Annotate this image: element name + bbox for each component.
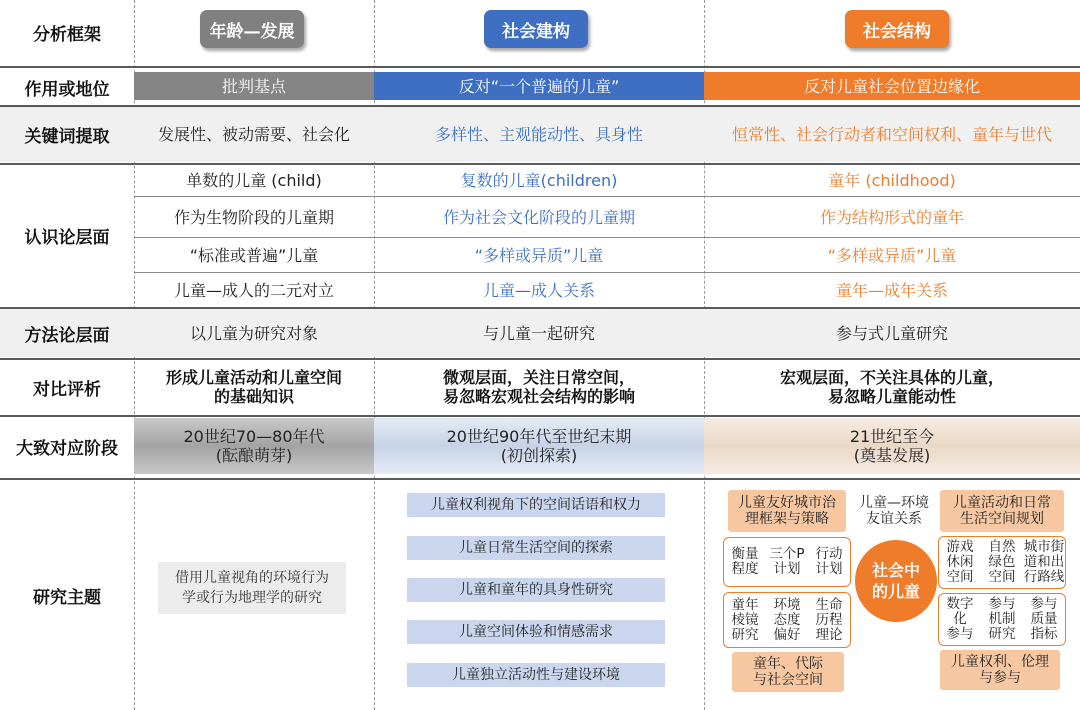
period-line: 21世纪至今 [849,427,935,446]
keywords-c3: 恒常性、社会行动者和空间权利、童年与世代 [731,125,1052,144]
topic-c3-top-right [940,490,1064,532]
topic-line: 儿童友好城市治 [738,495,836,511]
topic-cell: 衡量 程度 [731,546,759,577]
period-c3 [704,418,1080,474]
row-label: 认识论层面 [24,227,110,248]
header-row [0,0,1080,64]
topic-cell: 童年 棱镜 研究 [731,596,759,643]
role-c2: 反对“一个普遍的儿童” [374,72,704,100]
eval-c1 [134,360,374,414]
row-label: 大致对应阶段 [16,438,118,459]
topic-line: 学或行为地理学的研究 [182,590,322,606]
topic-line: 的儿童 [871,582,920,601]
topic-line: 生活空间规划 [960,511,1044,527]
epistemology-line [0,274,1080,306]
row-label: 研究主题 [33,587,101,608]
topic-c3-mid-right-1 [938,536,1066,589]
epi-c3: 童年 (childhood) [828,170,956,190]
topic-cell: 环境 态度 偏好 [773,596,801,643]
topic-line: 童年、代际 [753,656,823,672]
topic-c1-box [158,562,346,614]
period-c1 [134,418,374,474]
topic-line: 社会中 [871,561,920,580]
eval-c3 [704,360,1080,414]
role-c1: 批判基点 [134,72,374,100]
period-line: 20世纪90年代至世纪末期 [446,427,632,446]
period-line: 20世纪70—80年代 [183,427,325,446]
topic-cell: 城市街 道和出 行路线 [1023,539,1065,585]
epistemology-line [0,239,1080,271]
topic-c2-item: 儿童空间体验和情感需求 [407,620,665,644]
row-keywords [0,107,1080,162]
row-label: 方法论层面 [24,325,110,346]
topic-cell: 行动 计划 [815,546,843,577]
epi-c2: 作为社会文化阶段的儿童期 [442,207,635,227]
eval-line: 微观层面，关注日常空间， [442,368,635,387]
eval-line: 易忽略宏观社会结构的影响 [442,387,635,406]
topic-c3-mid-left-1 [723,537,851,587]
epistemology-line [0,165,1080,195]
row-label: 关键词提取 [24,127,110,147]
topic-c3-top-mid [852,492,936,530]
period-c2 [374,418,704,474]
topic-c2-item: 儿童独立活动性与建设环境 [407,663,665,687]
period-line: (初创探索) [500,446,578,465]
eval-line: 宏观层面，不关注具体的儿童， [779,368,1004,387]
topic-c2-item: 儿童权利视角下的空间话语和权力 [407,493,665,517]
eval-c2 [374,360,704,414]
row-evaluation [0,360,1080,414]
epi-c3: 作为结构形式的童年 [819,207,964,227]
topic-cell: 数字 化 参与 [946,596,974,642]
topic-cell: 游戏 休闲 空间 [946,539,974,585]
topic-line: 理框架与策略 [745,511,829,527]
role-c3: 反对儿童社会位置边缘化 [704,72,1080,100]
epistemology-line [0,198,1080,236]
topic-cell: 参与 质量 指标 [1030,596,1058,642]
epi-c1: 单数的儿童 (child) [186,170,322,190]
row-period [0,418,1080,474]
topic-line: 儿童权利、伦理 [951,654,1049,670]
method-c2: 与儿童一起研究 [482,323,595,343]
epi-c3: 童年—成年关系 [835,280,948,300]
row-role [0,70,1080,104]
header-social-structure: 社会结构 [845,10,949,48]
topic-line: 儿童—环境 [859,495,929,511]
row-label: 作用或地位 [24,79,110,100]
topic-c2-item: 儿童日常生活空间的探索 [407,536,665,560]
keywords-c1: 发展性、被动需要、社会化 [157,125,350,144]
framework-label: 分析框架 [33,24,101,45]
epi-c1: 儿童—成人的二元对立 [173,280,334,300]
period-line: (奠基发展) [853,446,931,465]
topic-line: 与社会空间 [753,672,823,688]
topic-line: 友谊关系 [866,511,922,527]
row-topics [0,480,1080,710]
topic-line: 借用儿童视角的环境行为 [175,570,329,586]
row-methodology [0,309,1080,357]
epi-c3: “多样或异质”儿童 [827,245,957,265]
topic-line: 与参与 [979,670,1021,686]
topic-c3-bottom-left [732,652,844,692]
topic-cell: 三个P 计划 [769,546,805,577]
topic-cell: 自然 绿色 空间 [988,539,1016,585]
epi-c2: “多样或异质”儿童 [474,245,604,265]
method-c1: 以儿童为研究对象 [189,323,318,343]
row-label: 对比评析 [33,379,101,400]
epi-c1: 作为生物阶段的儿童期 [173,207,334,227]
eval-line: 形成儿童活动和儿童空间 [165,368,342,387]
eval-line: 易忽略儿童能动性 [827,387,956,406]
header-age-development: 年龄—发展 [200,10,304,48]
topic-c3-top-left [728,490,846,532]
topic-c3-mid-right-2 [938,593,1066,646]
topic-cell: 参与 机制 研究 [988,596,1016,642]
period-line: (酝酿萌芽) [215,446,293,465]
epi-c2: 儿童—成人关系 [482,280,595,300]
topic-cell: 生命 历程 理论 [815,596,843,643]
topic-c3-mid-left-2 [723,592,851,648]
topic-c3-bottom-right [940,650,1060,690]
keywords-c2: 多样性、主观能动性、具身性 [434,125,643,144]
eval-line: 的基础知识 [213,387,294,406]
topic-c3-center-circle [855,540,937,622]
epi-c2: 复数的儿童(children) [460,170,618,190]
method-c3: 参与式儿童研究 [835,323,948,343]
topic-line: 儿童活动和日常 [953,495,1051,511]
topic-c2-item: 儿童和童年的具身性研究 [407,578,665,602]
header-social-construction: 社会建构 [484,10,588,48]
epi-c1: “标准或普遍”儿童 [189,245,319,265]
